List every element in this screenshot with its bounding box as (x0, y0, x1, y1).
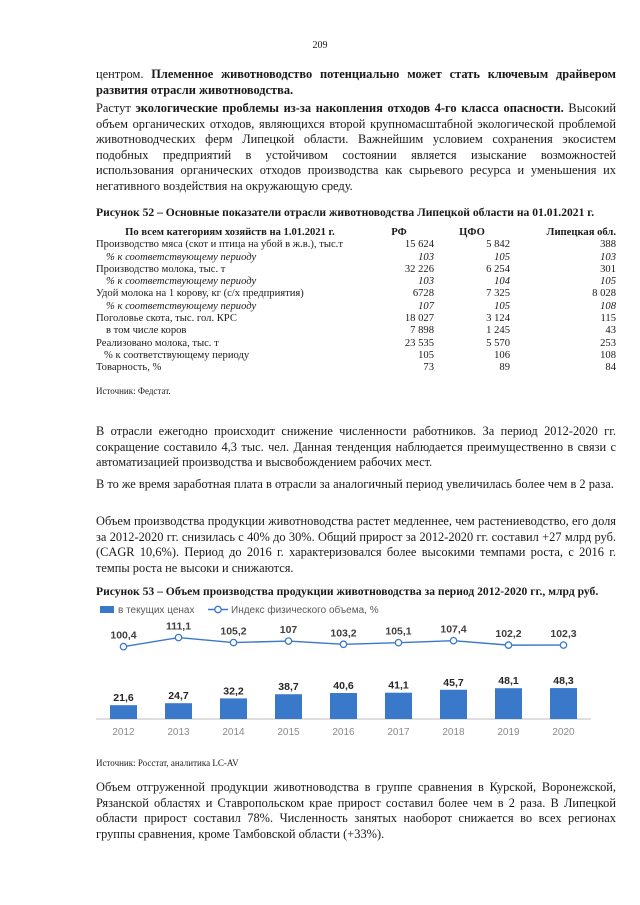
bar (220, 698, 247, 719)
line-data-label: 103,2 (330, 627, 357, 640)
row-label: Поголовье скота, тыс. гол. КРС (96, 313, 237, 325)
bar-data-label: 41,1 (388, 679, 409, 692)
cell-rf: 23 535 (404, 337, 434, 349)
cell-lipetsk: 108 (600, 300, 616, 312)
bar-data-label: 24,7 (168, 690, 189, 703)
line-point (450, 638, 456, 644)
table-row (96, 301, 616, 313)
table-row (96, 288, 616, 300)
intro-bold: Племенное животноводство потенциально может стать ключевым драйвером развития отрасли животноводства. (96, 67, 616, 97)
header-rf: РФ (391, 227, 407, 238)
table-row (96, 350, 616, 362)
x-tick-label: 2016 (332, 727, 355, 738)
bar (495, 688, 522, 719)
cell-lipetsk: 8 028 (592, 288, 616, 300)
bar-data-label: 38,7 (278, 681, 299, 694)
eco-lead: Растут (96, 101, 136, 115)
line-point (175, 634, 181, 640)
livestock-production-chart (96, 600, 616, 746)
x-tick-label: 2014 (222, 727, 245, 738)
bar (330, 693, 357, 719)
row-label: Удой молока на 1 корову, кг (с/х предприятия) (96, 288, 304, 300)
row-label: Производство мяса (скот и птица на убой в ж.в.), тыс.т (96, 239, 343, 251)
bar (165, 703, 192, 719)
line-point (285, 638, 291, 644)
legend-bar-label: в текущих ценах (118, 605, 195, 616)
line-data-label: 107,4 (440, 623, 467, 636)
line-data-label: 102,2 (495, 628, 522, 641)
intro-paragraph (96, 67, 616, 98)
row-label: Реализовано молока, тыс. т (96, 337, 219, 349)
table-row (96, 276, 616, 288)
cell-lipetsk: 103 (600, 251, 616, 263)
cell-rf: 18 027 (404, 313, 434, 325)
row-label: Производство молока, тыс. т (96, 263, 226, 275)
eco-paragraph (96, 101, 616, 195)
table-row (96, 264, 616, 276)
page-number: 209 (312, 40, 328, 51)
line-point (120, 643, 126, 649)
cell-rf: 107 (418, 300, 434, 312)
table-row (96, 338, 616, 350)
cell-rf: 32 226 (404, 263, 434, 275)
workers-paragraph: В отрасли ежегодно происходит снижение численности работников. За период 2012-2020 гг. сокращение составило 4,3 тыс. чел. Данная тенденция наблюдается преимущественно в связи с автоматизацией производства и высвобождением рабочих мест. (96, 424, 616, 470)
x-tick-label: 2017 (387, 727, 410, 738)
eco-bold: экологические проблемы из-за накопления отходов 4-го класса опасности. (135, 101, 564, 115)
line-point (230, 639, 236, 645)
figure53-source: Источник: Росстат, аналитика LC-AV (96, 758, 239, 768)
line-point (395, 639, 401, 645)
cell-rf: 15 624 (404, 239, 434, 251)
chart-legend (100, 604, 379, 616)
bar-data-label: 40,6 (333, 680, 354, 693)
line-point (505, 642, 511, 648)
table-header-row (96, 227, 616, 239)
closing-paragraph: Объем отгруженной продукции животноводства в группе сравнения в Курской, Воронежской, Рязанской областях и Ставропольском крае прирост составил более чем в 2 раза. В Липецкой области прирост составил 78%. Численность занятых наоборот снижается во всех регионах группы сравнения, кроме Тамбовской области (+33%). (96, 780, 616, 841)
cell-cfo: 1 245 (486, 325, 510, 337)
figure53-title: Рисунок 53 – Объем производства продукции животноводства за период 2012-2020 гг., млрд руб. (96, 585, 599, 598)
figure52-title: Рисунок 52 – Основные показатели отрасли животноводства Липецкой области на 01.01.2021 г. (96, 206, 595, 219)
x-tick-label: 2018 (442, 727, 465, 738)
bar-data-label: 21,6 (113, 692, 134, 705)
cell-cfo: 105 (494, 300, 510, 312)
cell-lipetsk: 115 (600, 313, 616, 325)
bar-data-label: 48,1 (498, 675, 519, 688)
table-row (96, 239, 616, 251)
line-point (340, 641, 346, 647)
cell-rf: 105 (418, 349, 434, 361)
cell-lipetsk: 84 (605, 362, 616, 374)
cell-rf: 103 (418, 251, 434, 263)
row-label: Товарность, % (96, 362, 162, 374)
table-row (96, 325, 616, 337)
cell-cfo: 3 124 (486, 313, 510, 325)
cell-cfo: 5 570 (486, 337, 510, 349)
cell-cfo: 106 (494, 349, 510, 361)
cell-rf: 73 (423, 362, 434, 374)
row-label: % к соответствующему периоду (106, 251, 257, 263)
header-lipetsk: Липецкая обл. (546, 227, 616, 238)
legend-line-marker (215, 606, 221, 612)
cell-cfo: 105 (494, 251, 510, 263)
legend-bar-swatch (100, 606, 114, 613)
legend-line-label: Индекс физического объема, % (231, 605, 379, 616)
line-data-label: 102,3 (550, 628, 577, 641)
row-label: % к соответствующему периоду (106, 276, 257, 288)
bar (110, 705, 137, 719)
line-data-label: 105,2 (220, 625, 247, 638)
x-tick-label: 2019 (497, 727, 520, 738)
bar-data-label: 48,3 (553, 675, 574, 688)
intro-lead: центром. (96, 67, 152, 81)
row-label: % к соответствующему периоду (104, 349, 250, 361)
line-data-label: 105,1 (385, 625, 412, 638)
table-row (96, 362, 616, 374)
cell-cfo: 5 842 (486, 239, 510, 251)
x-tick-label: 2020 (552, 727, 575, 738)
cell-cfo: 89 (499, 362, 510, 374)
cell-cfo: 7 325 (486, 288, 510, 300)
x-tick-label: 2015 (277, 727, 300, 738)
cell-rf: 7 898 (410, 325, 434, 337)
header-cfo: ЦФО (459, 227, 485, 238)
bar (275, 694, 302, 719)
row-label: % к соответствующему периоду (106, 300, 257, 312)
line-point (560, 642, 566, 648)
salary-paragraph: В то же время заработная плата в отрасли за аналогичный период увеличилась более чем в 2 раза. (96, 477, 614, 491)
bar (385, 693, 412, 719)
line-data-label: 107 (279, 624, 298, 637)
bar (440, 690, 467, 719)
cell-rf: 103 (418, 276, 434, 288)
cell-lipetsk: 253 (600, 337, 616, 349)
cell-lipetsk: 388 (600, 239, 616, 251)
bar-data-label: 32,2 (223, 685, 244, 698)
bar-data-label: 45,7 (443, 676, 464, 689)
line-data-label: 111,1 (165, 620, 192, 633)
livestock-indicators-table (96, 227, 616, 375)
x-tick-label: 2013 (167, 727, 190, 738)
figure52-source: Источник: Федстат. (96, 386, 171, 396)
table-row (96, 252, 616, 264)
cell-lipetsk: 105 (600, 276, 616, 288)
cell-lipetsk: 301 (600, 263, 616, 275)
header-category: По всем категориям хозяйств на 1.01.2021 г. (125, 227, 335, 238)
row-label: в том числе коров (106, 325, 187, 337)
x-tick-label: 2012 (112, 727, 135, 738)
line-data-label: 100,4 (110, 629, 137, 642)
cell-cfo: 6 254 (486, 263, 510, 275)
cell-lipetsk: 108 (600, 349, 616, 361)
eco-rest: Высокий объем органических отходов, являющихся второй крупномасштабной экологической проблемой животноводческих ферм Липецкой области. Важнейшим условием сохранения экосистем подобных предприятий в устойчивом состоянии является изыскание возможностей использования органических отходов производства как сырьевого ресурса и уменьшения их негативного воздействия на окружающую среду. (96, 101, 616, 193)
cell-lipetsk: 43 (605, 325, 616, 337)
cell-rf: 6728 (412, 288, 434, 300)
table-row (96, 313, 616, 325)
production-paragraph: Объем производства продукции животноводства растет медленнее, чем растениеводство, его доля за 2012-2020 гг. снизилась с 40% до 30%. Общий прирост за 2012-2020 гг. составил +27 млрд руб. (CAGR 10,6%). Период до 2016 г. характеризовался более высокими темпами роста, с 2016 г. темпы роста не высоки и снижаются. (96, 514, 616, 575)
bar (550, 688, 577, 719)
cell-cfo: 104 (494, 276, 510, 288)
